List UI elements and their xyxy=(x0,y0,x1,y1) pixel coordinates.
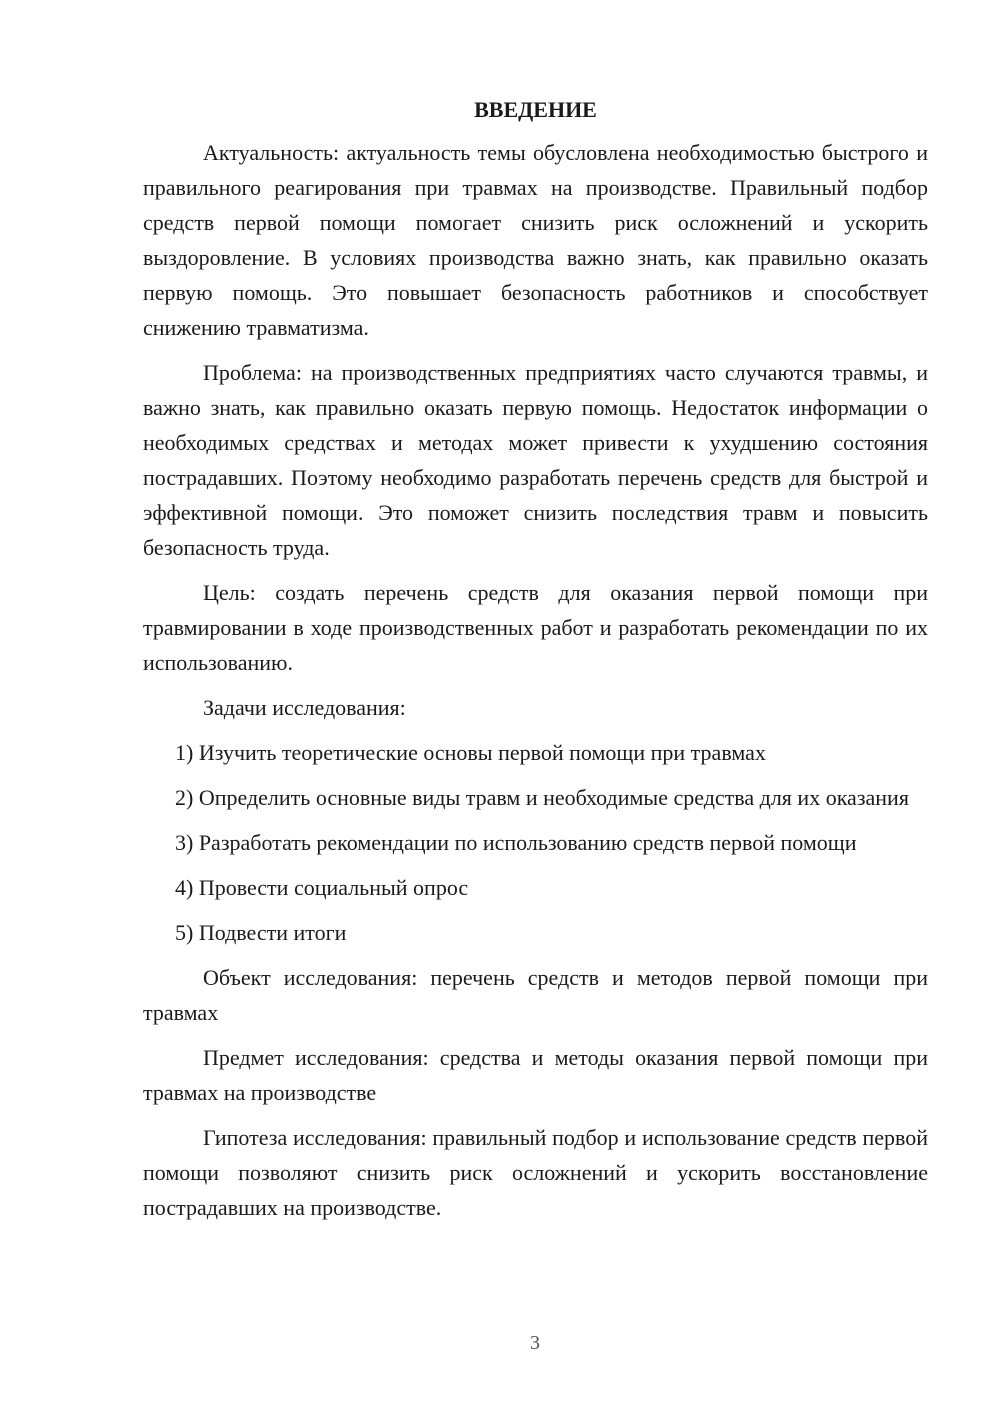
section-heading: ВВЕДЕНИЕ xyxy=(474,97,597,122)
hypothesis-paragraph: Гипотеза исследования: правильный подбор и использование средств первой помощи позволяют снизить риск осложнений и ускорить восстановление пострадавших на производстве. xyxy=(143,1125,928,1220)
goal-paragraph: Цель: создать перечень средств для оказания первой помощи при травмировании в ходе производственных работ и разработать рекомендации по их использованию. xyxy=(143,580,928,675)
relevance-paragraph: Актуальность: актуальность темы обусловлена необходимостью быстрого и правильного реагирования при травмах на производстве. Правильный подбор средств первой помощи помогает снизить риск осложнений и ускорить выздоровление. В условиях производства важно знать, как правильно оказать первую помощь. Это повышает безопасность работников и способствует снижению травматизма. xyxy=(143,140,928,340)
document-page xyxy=(143,92,928,1235)
problem-paragraph: Проблема: на производственных предприятиях часто случаются травмы, и важно знать, как правильно оказать первую помощь. Недостаток информации о необходимых средствах и методах может привести к ухудшению состояния пострадавших. Поэтому необходимо разработать перечень средств для быстрой и эффективной помощи. Это поможет снизить последствия травм и повысить безопасность труда. xyxy=(143,360,928,560)
task-item: 4) Провести социальный опрос xyxy=(175,875,469,900)
subject-paragraph: Предмет исследования: средства и методы оказания первой помощи при травмах на производстве xyxy=(143,1045,928,1105)
page-number: 3 xyxy=(530,1332,540,1354)
task-item: 3) Разработать рекомендации по использованию средств первой помощи xyxy=(175,830,857,855)
object-paragraph: Объект исследования: перечень средств и методов первой помощи при травмах xyxy=(143,965,928,1025)
task-item: 5) Подвести итоги xyxy=(175,920,347,945)
task-item: 1) Изучить теоретические основы первой помощи при травмах xyxy=(175,740,766,765)
tasks-title: Задачи исследования: xyxy=(203,695,406,720)
task-list xyxy=(143,735,928,950)
task-item: 2) Определить основные виды травм и необходимые средства для их оказания xyxy=(175,785,909,810)
